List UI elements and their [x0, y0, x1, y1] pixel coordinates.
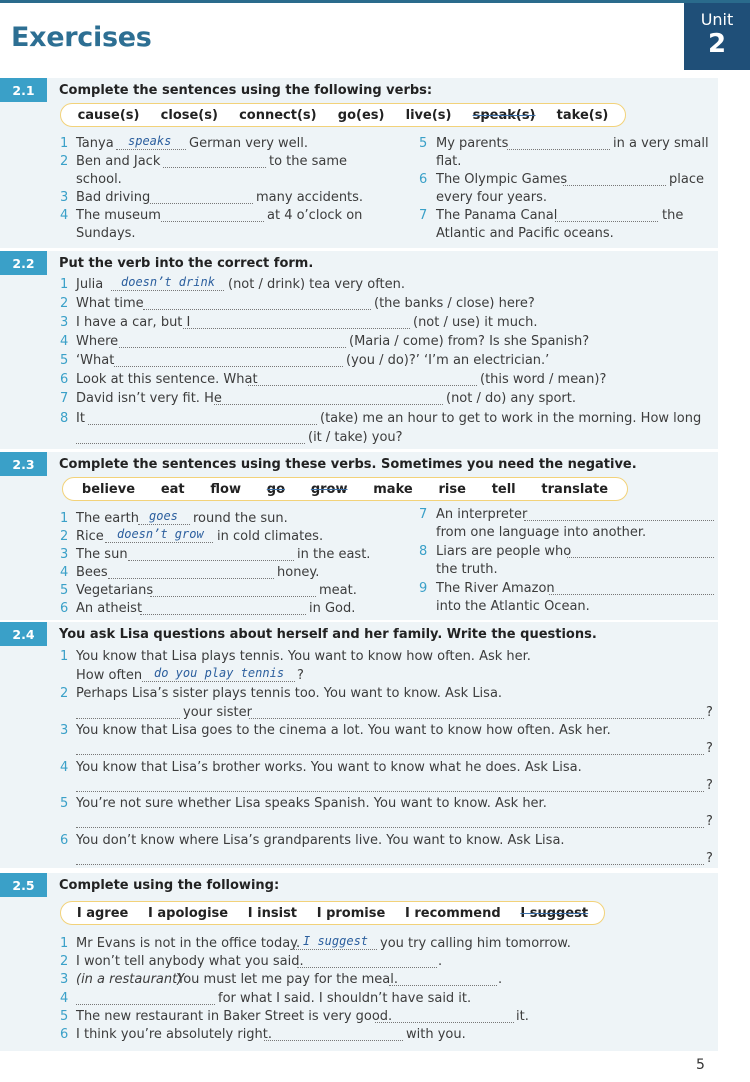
item-text: in God. [309, 601, 356, 616]
item-text: An atheist [76, 601, 143, 616]
item-text: An interpreter [436, 507, 528, 522]
item-text: The museum [76, 208, 161, 223]
answer-blank [524, 520, 714, 521]
item-number: 6 [60, 372, 69, 387]
word-item-crossed: grow [310, 481, 348, 497]
item-text: You know that Lisa goes to the cinema a lot. You want to know how often. Ask her. [76, 723, 611, 738]
item-text: You know that Lisa’s brother works. You want to know what he does. Ask Lisa. [76, 760, 582, 775]
item-text: you try calling him tomorrow. [380, 936, 571, 951]
answer-blank [375, 1022, 514, 1023]
item-text: (it / take) you? [308, 430, 403, 445]
exercise-2-5-header [0, 873, 279, 897]
item-text: Tanya [76, 136, 114, 151]
item-text: The Panama Canal [436, 208, 558, 223]
answer-blank [249, 718, 704, 719]
item-text: The sun [76, 547, 128, 562]
answer-blank [114, 366, 343, 367]
word-item: close(s) [160, 107, 218, 123]
word-item: live(s) [405, 107, 452, 123]
word-item: I agree [76, 905, 129, 921]
item-text: The new restaurant in Baker Street is very good. [76, 1009, 393, 1024]
handwritten-answer: speaks [128, 134, 172, 148]
exercise-number: 2.2 [0, 251, 47, 275]
word-item: flow [210, 481, 241, 497]
item-text: You must let me pay for the meal. [177, 972, 398, 987]
item-text: You don’t know where Lisa’s grandparents live. You want to know. Ask Lisa. [76, 833, 565, 848]
item-text: in the east. [297, 547, 371, 562]
exercise-2-2-header [0, 251, 313, 275]
answer-blank [507, 149, 610, 150]
item-number: 8 [60, 411, 69, 426]
answer-blank [567, 557, 714, 558]
answer-blank [297, 967, 437, 968]
word-item: believe [81, 481, 136, 497]
word-box [62, 477, 628, 501]
answer-blank [76, 827, 704, 828]
question-mark: ? [706, 814, 713, 829]
item-text: Where [76, 334, 119, 349]
word-item-crossed: speak(s) [472, 107, 536, 123]
item-number: 3 [60, 972, 69, 987]
item-text: every four years. [436, 190, 548, 205]
item-text: David isn’t very fit. He [76, 391, 222, 406]
item-text: Rice [76, 529, 104, 544]
item-text: Bad driving [76, 190, 151, 205]
answer-blank [163, 167, 266, 168]
answer-blank [150, 596, 316, 597]
answer-blank [555, 221, 658, 222]
exercise-number: 2.1 [0, 78, 47, 102]
item-text: with you. [406, 1027, 466, 1042]
item-number: 2 [60, 529, 69, 544]
item-number: 2 [60, 686, 69, 701]
item-number: 4 [60, 208, 69, 223]
item-text: You know that Lisa plays tennis. You want to know how often. Ask her. [76, 649, 531, 664]
answer-blank [264, 1040, 403, 1041]
item-text: Vegetarians [76, 583, 154, 598]
item-number: 6 [419, 172, 428, 187]
item-text: ‘What [76, 353, 115, 368]
item-number: 4 [60, 760, 69, 775]
question-mark: ? [297, 668, 304, 683]
answer-blank [143, 309, 371, 310]
item-text: (Maria / come) from? Is she Spanish? [349, 334, 590, 349]
answer-blank [563, 185, 666, 186]
item-text: (not / drink) tea very often. [228, 277, 406, 292]
page-number: 5 [696, 1057, 705, 1073]
item-number: 3 [60, 190, 69, 205]
question-mark: ? [706, 851, 713, 866]
item-text: Atlantic and Pacific oceans. [436, 226, 614, 241]
exercise-number: 2.4 [0, 622, 47, 646]
item-number: 5 [60, 796, 69, 811]
item-text: the truth. [436, 562, 498, 577]
answer-blank [214, 404, 443, 405]
word-item: translate [541, 481, 609, 497]
item-text: How often [76, 668, 143, 683]
item-text: flat. [436, 154, 462, 169]
item-text: from one language into another. [436, 525, 647, 540]
exercise-instruction: You ask Lisa questions about herself and her family. Write the questions. [59, 626, 597, 642]
item-text: meat. [319, 583, 357, 598]
item-text: Julia [76, 277, 104, 292]
item-text: (you / do)?’ ‘I’m an electrician.’ [346, 353, 550, 368]
item-text: round the sun. [193, 511, 288, 526]
exercise-instruction: Put the verb into the correct form. [59, 255, 314, 271]
item-text: Perhaps Lisa’s sister plays tennis too. You want to know. Ask Lisa. [76, 686, 503, 701]
item-text: Sundays. [76, 226, 136, 241]
item-text: Look at this sentence. What [76, 372, 258, 387]
question-mark: ? [706, 741, 713, 756]
word-item: cause(s) [77, 107, 140, 123]
exercise-2-1-header [0, 78, 432, 102]
item-number: 3 [60, 547, 69, 562]
item-text: Mr Evans is not in the office today. [76, 936, 301, 951]
item-text: What time [76, 296, 144, 311]
handwritten-answer: do you play tennis [154, 666, 285, 680]
item-text: (take) me an hour to get to work in the morning. How long [320, 411, 702, 426]
word-item: connect(s) [239, 107, 317, 123]
item-text: the [662, 208, 684, 223]
item-number: 1 [60, 936, 69, 951]
item-text: (not / do) any sport. [446, 391, 576, 406]
answer-blank [549, 594, 714, 595]
item-number: 6 [60, 833, 69, 848]
item-number: 8 [419, 544, 428, 559]
item-text: Liars are people who [436, 544, 572, 559]
unit-tab [684, 3, 750, 70]
exercise-instruction: Complete using the following: [59, 877, 280, 893]
answer-blank [76, 864, 704, 865]
item-text: at 4 o’clock on [267, 208, 363, 223]
item-number: 1 [60, 511, 69, 526]
question-mark: ? [706, 705, 713, 720]
handwritten-answer: goes [149, 509, 178, 523]
answer-blank [248, 385, 477, 386]
item-number: 7 [419, 507, 428, 522]
word-item: I apologise [148, 905, 229, 921]
exercise-2-4-header [0, 622, 597, 646]
item-number: 3 [60, 315, 69, 330]
word-item: I recommend [404, 905, 501, 921]
exercise-2-3-header [0, 452, 637, 476]
item-number: 5 [60, 1009, 69, 1024]
item-text: (the banks / close) here? [374, 296, 535, 311]
item-number: 4 [60, 991, 69, 1006]
exercise-number: 2.3 [0, 452, 47, 476]
word-item-crossed: go [266, 481, 286, 497]
answer-blank [183, 328, 410, 329]
word-item: tell [491, 481, 516, 497]
item-context: (in a restaurant) [76, 972, 183, 987]
answer-blank [76, 718, 180, 719]
item-number: 4 [60, 334, 69, 349]
page-title: Exercises [11, 22, 152, 53]
item-text: The Olympic Games [436, 172, 568, 187]
item-text: for what I said. I shouldn’t have said it. [218, 991, 472, 1006]
answer-blank [140, 614, 306, 615]
item-text: school. [76, 172, 122, 187]
item-number: 9 [419, 581, 428, 596]
word-item: go(es) [337, 107, 385, 123]
item-text: I think you’re absolutely right. [76, 1027, 273, 1042]
answer-blank [108, 578, 274, 579]
item-number: 5 [419, 136, 428, 151]
item-text: Ben and Jack [76, 154, 161, 169]
item-text: place [669, 172, 704, 187]
answer-blank [119, 347, 346, 348]
answer-blank [389, 985, 497, 986]
handwritten-answer: doesn’t drink [121, 275, 215, 289]
item-number: 7 [60, 391, 69, 406]
word-item: I promise [316, 905, 386, 921]
item-number: 3 [60, 723, 69, 738]
item-text: German very well. [189, 136, 309, 151]
item-text: My parents [436, 136, 509, 151]
word-box [60, 901, 605, 925]
item-text: I won’t tell anybody what you said. [76, 954, 304, 969]
item-text: . [438, 954, 443, 969]
item-number: 2 [60, 154, 69, 169]
answer-blank [76, 1004, 215, 1005]
item-number: 1 [60, 649, 69, 664]
item-text: (not / use) it much. [413, 315, 538, 330]
unit-number: 2 [707, 29, 727, 59]
item-text: (this word / mean)? [480, 372, 607, 387]
word-box [60, 103, 626, 127]
word-item: I insist [247, 905, 298, 921]
item-text: Bees [76, 565, 108, 580]
item-number: 1 [60, 277, 69, 292]
word-item: rise [438, 481, 466, 497]
item-text: You’re not sure whether Lisa speaks Spanish. You want to know. Ask her. [76, 796, 547, 811]
item-text: The River Amazon [436, 581, 555, 596]
item-text: your sister [183, 705, 252, 720]
item-text: into the Atlantic Ocean. [436, 599, 590, 614]
item-text: many accidents. [256, 190, 364, 205]
item-text: . [498, 972, 503, 987]
item-number: 2 [60, 954, 69, 969]
question-mark: ? [706, 778, 713, 793]
unit-label: Unit [700, 10, 734, 29]
item-number: 4 [60, 565, 69, 580]
item-text: in a very small [613, 136, 709, 151]
item-text: to the same [269, 154, 348, 169]
exercise-instruction: Complete the sentences using these verbs. Sometimes you need the negative. [59, 456, 637, 472]
item-text: it. [516, 1009, 529, 1024]
handwritten-answer: doesn’t grow [117, 527, 204, 541]
top-rule [0, 0, 750, 3]
item-number: 6 [60, 601, 69, 616]
word-item: take(s) [556, 107, 609, 123]
item-text: I have a car, but I [76, 315, 191, 330]
word-item: make [373, 481, 413, 497]
exercise-instruction: Complete the sentences using the following verbs: [59, 82, 433, 98]
item-number: 7 [419, 208, 428, 223]
item-text: The earth [76, 511, 139, 526]
item-number: 1 [60, 136, 69, 151]
item-text: It [76, 411, 85, 426]
answer-blank [76, 443, 305, 444]
answer-blank [128, 560, 294, 561]
item-number: 5 [60, 353, 69, 368]
answer-blank [76, 754, 704, 755]
item-text: in cold climates. [217, 529, 324, 544]
item-number: 5 [60, 583, 69, 598]
item-number: 2 [60, 296, 69, 311]
handwritten-answer: I suggest [303, 934, 369, 948]
word-item: eat [160, 481, 185, 497]
exercise-number: 2.5 [0, 873, 47, 897]
answer-blank [76, 791, 704, 792]
answer-blank [150, 203, 253, 204]
item-text: honey. [277, 565, 320, 580]
answer-blank [161, 221, 264, 222]
answer-blank [88, 424, 317, 425]
word-item-crossed: I suggest [520, 905, 589, 921]
item-number: 6 [60, 1027, 69, 1042]
